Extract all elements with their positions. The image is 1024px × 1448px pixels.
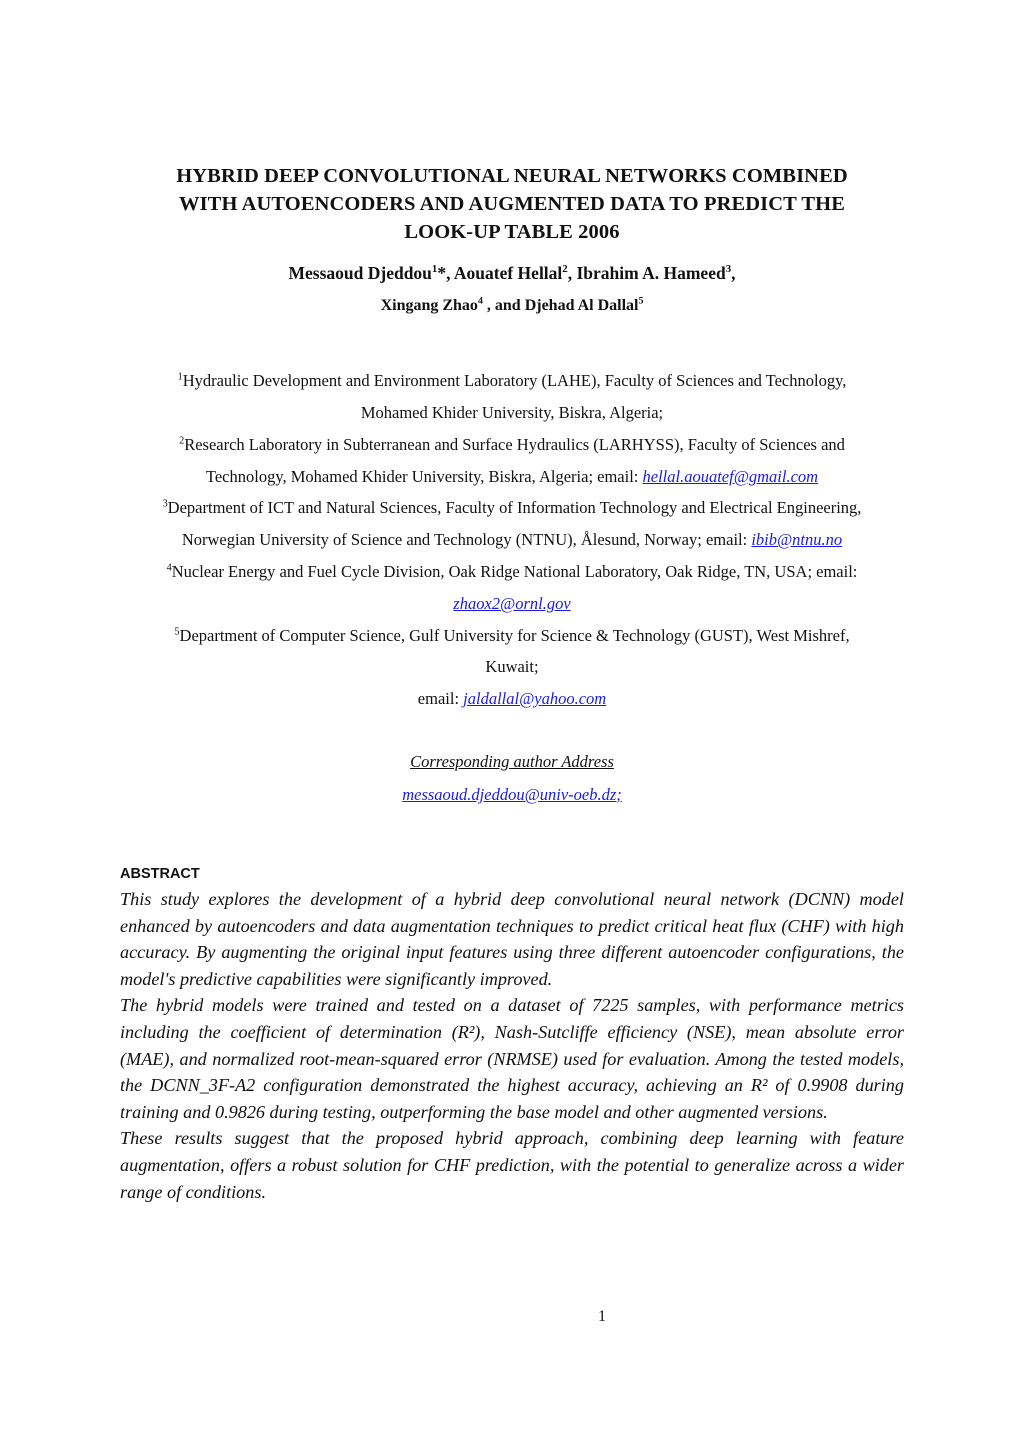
- email-link-corresponding[interactable]: messaoud.djeddou@univ-oeb.dz: [402, 785, 617, 804]
- affiliation-marker: 3: [162, 498, 168, 510]
- abstract-paragraph: These results suggest that the proposed hybrid approach, combining deep learning with feature augmentation, offers a robust solution for CHF prediction, with the potential to generalize across a wider range of conditions.: [120, 1128, 904, 1202]
- affiliation-text: Department of Computer Science, Gulf University for Science & Technology (GUST), West Mishref,: [179, 626, 850, 645]
- affiliation-1-line-2: [60, 403, 964, 423]
- affiliation-text: Mohamed Khider University, Biskra, Algeria;: [360, 403, 664, 422]
- author-name: Djehad Al Dallal: [524, 297, 639, 314]
- affiliation-marker: 4: [166, 562, 172, 574]
- author-affiliation-marker: 5: [638, 295, 644, 307]
- email-link-ibib[interactable]: ibib@ntnu.no: [751, 530, 843, 549]
- abstract-heading: ABSTRACT: [120, 866, 200, 882]
- corresponding-marker: *,: [437, 263, 454, 283]
- affiliation-marker: 2: [179, 435, 185, 447]
- author-line-2: [100, 297, 924, 315]
- author-name: Xingang Zhao: [380, 297, 478, 314]
- affiliation-text: Norwegian University of Science and Technology (NTNU), Ålesund, Norway; email:: [181, 530, 752, 549]
- affiliation-marker: 1: [177, 371, 183, 383]
- author-line-1: [100, 263, 924, 284]
- affiliation-4-line-1: [60, 562, 964, 582]
- affiliation-4-line-2: [60, 594, 964, 614]
- title-line-2: WITH AUTOENCODERS AND AUGMENTED DATA TO PREDICT THE: [179, 193, 845, 215]
- affiliation-2-line-2: [60, 467, 964, 487]
- author-separator: , and: [482, 297, 525, 314]
- affiliation-text: Nuclear Energy and Fuel Cycle Division, Oak Ridge National Laboratory, Oak Ridge, TN, USA; email:: [171, 562, 858, 581]
- author-name: Aouatef Hellal: [453, 263, 563, 283]
- author-separator: ,: [567, 263, 577, 283]
- affiliation-text: Kuwait;: [485, 657, 539, 676]
- abstract-paragraph: The hybrid models were trained and tested on a dataset of 7225 samples, with performance metrics including the coefficient of determination (R²), Nash-Sutcliffe efficiency (NSE), mean absolute error (MAE), and normalized root-mean-squared error (NRMSE) used for evaluation. Among the tested models, the DCNN_3F-A2 configuration demonstrated the highest accuracy, achieving an R² of 0.9908 during training and 0.9826 during testing, outperforming the base model and other augmented versions.: [120, 995, 904, 1122]
- email-link-jaldallal[interactable]: jaldallal@yahoo.com: [463, 689, 607, 708]
- title-line-1: HYBRID DEEP CONVOLUTIONAL NEURAL NETWORKS COMBINED: [176, 165, 848, 187]
- author-affiliation-marker: 4: [477, 295, 483, 307]
- affiliation-3-line-1: [60, 498, 964, 518]
- email-suffix: ;: [616, 785, 622, 804]
- affiliation-text: Hydraulic Development and Environment Laboratory (LAHE), Faculty of Sciences and Technology,: [182, 371, 847, 390]
- corresponding-author-email-line: [100, 785, 924, 805]
- affiliation-3-line-2: [60, 530, 964, 550]
- abstract-paragraph: This study explores the development of a hybrid deep convolutional neural network (DCNN) model enhanced by autoencoders and data augmentation techniques to predict critical heat flux (CHF) with high accuracy. By augmenting the original input features using three different autoencoder configurations, the model's predictive capabilities were significantly improved.: [120, 889, 904, 989]
- author-affiliation-marker: 1: [431, 263, 438, 276]
- affiliation-5-line-1: [60, 626, 964, 646]
- email-link-zhaox2[interactable]: zhaox2@ornl.gov: [453, 594, 571, 613]
- author-name: Messaoud Djeddou: [288, 263, 432, 283]
- affiliation-text: email:: [417, 689, 464, 708]
- affiliation-1-line-1: [60, 371, 964, 391]
- affiliation-2-line-1: [60, 435, 964, 455]
- affiliation-marker: 5: [174, 626, 180, 638]
- abstract-body: [120, 886, 904, 1205]
- title-line-3: LOOK-UP TABLE 2006: [404, 221, 620, 243]
- page-number: 1: [598, 1308, 606, 1325]
- author-separator: ,: [731, 263, 736, 283]
- affiliation-text: Technology, Mohamed Khider University, Biskra, Algeria; email:: [205, 467, 643, 486]
- email-link-hellal[interactable]: hellal.aouatef@gmail.com: [642, 467, 819, 486]
- affiliation-5-line-2: [60, 657, 964, 677]
- author-affiliation-marker: 2: [562, 263, 568, 276]
- author-affiliation-marker: 3: [725, 263, 732, 276]
- affiliation-text: Research Laboratory in Subterranean and Surface Hydraulics (LARHYSS), Faculty of Sciences and: [184, 435, 845, 454]
- corresponding-author-heading: Corresponding author Address: [410, 752, 614, 771]
- affiliation-text: Department of ICT and Natural Sciences, Faculty of Information Technology and Electrical Engineering,: [167, 498, 862, 517]
- author-name: Ibrahim A. Hameed: [576, 263, 726, 283]
- affiliation-5-line-3: [60, 689, 964, 709]
- paper-title: [100, 162, 924, 246]
